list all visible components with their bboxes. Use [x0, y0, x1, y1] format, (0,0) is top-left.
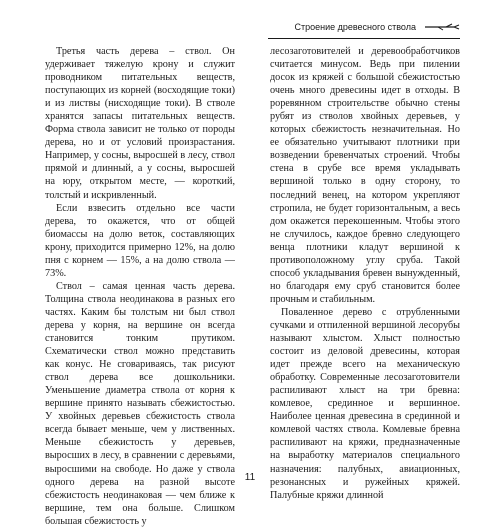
header-title: Строение древесного ствола: [294, 22, 416, 32]
paragraph: Ствол – самая ценная часть дерева. Толщина ствола неодинакова в разных его частях. Каким бы толстым ни был ствол дерева у корня, на вершине он всегда становится тонким прутиком. Схематически ствол можно представить как конус. Не сговариваясь, так рисуют ствол дерева все дошкольники. Уменьшение диаметра ствола от корня к вершине принято называть сбежистостью. У хвойных деревьев сбежистость ствола всегда бывает меньше, чем у лиственных. Меньше сбежистость у деревьев, выросших в лесу, в сравнении с деревьями, выросшими на свободе. Но даже у ствола одного дерева на разной высоте сбежистость неодинаковая — чем ближе к вершине, тем она больше. Слишком большая сбежистость у: [45, 280, 235, 527]
text-column-right: [270, 45, 460, 502]
branch-icon: [424, 22, 460, 32]
paragraph: лесозаготовителей и деревообработчиков считается минусом. Ведь при пилении досок из кряжей с большой сбежистостью очень много древесины идет в отходы. В роревянном строительстве обычно стены рубят из стволов хвойных деревьев, у которых сбежистость незначительная. Но ее обязательно учитывают плотники при возведении бревенчатых строений. Чтобы стена в срубе все время укладывать вершиной только в одну сторону, то последний венец, на котором укрепляют стропила, не будет горизонтальным, а весь дом окажется перекошенным. Чтобы этого не случилось, каждое бревно следующего венца плотники кладут вершиной к противоположному углу сруба. Такой способ укладывания бревен вынужденный, но благодаря ему сруб становится более прочным и стабильным.: [270, 46, 460, 305]
running-header: [294, 22, 460, 32]
header-rule: [268, 38, 460, 39]
text-column-left: [45, 45, 235, 528]
paragraph: Если взвесить отдельно все части дерева, то окажется, что от общей биомассы на долю веток, составляющих крону, приходится примерно 12%, на долю пня с корнем — 15%, а на долю ствола — 73%.: [45, 202, 235, 279]
page-number: 11: [244, 472, 256, 483]
paragraph: Третья часть дерева – ствол. Он удерживает тяжелую крону и служит проводником питательных веществ, поступающих из корней (восходящие токи) и из листвы (нисходящие токи). В стволе хранятся запасы питательных веществ. Форма ствола зависит не только от породы дерева, но и от условий произрастания. Например, у сосны, выросшей в лесу, ствол прямой и длинный, а у сосны, выросшей на юру, открытом месте, — короткий, толстый и искривленный.: [45, 46, 235, 201]
paragraph: Поваленное дерево с отрубленными сучками и отпиленной вершиной лесорубы называют хлыстом. Хлыст полностью состоит из деловой древесины, которая идет прежде всего на механическую обработку. Современные лесозаготовители распиливают хлыст на три бревна: комлевое, срединное и вершинное. Наиболее ценная древесина в срединной и комлевой частях ствола. Комлевые бревна распиливают на кряжи, предназначенные на выработку материалов специального назначения: палубных, авиационных, резонансных и ружейных кряжей. Палубные кряжи длинной: [270, 306, 460, 501]
